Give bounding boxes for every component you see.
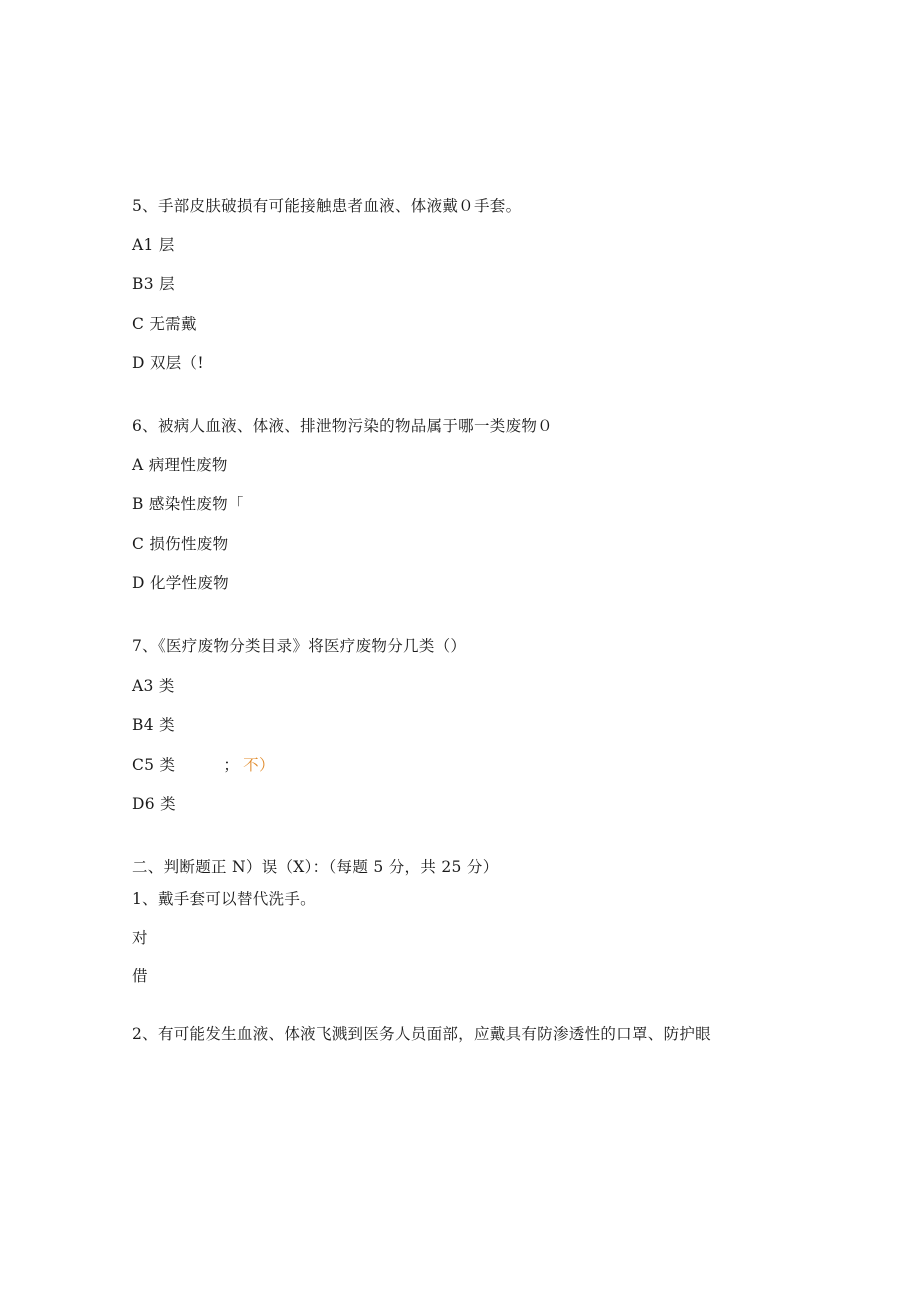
question-5-option-c: C 无需戴 — [132, 315, 197, 333]
question-7-option-c-row — [132, 755, 275, 775]
question-6-option-c: C 损伤性废物 — [132, 535, 229, 553]
answer-mark: 不） — [243, 756, 275, 774]
question-7-option-a: A3 类 — [132, 677, 175, 695]
question-7-option-b: B4 类 — [132, 716, 175, 734]
question-6-option-a: A 病理性废物 — [132, 456, 228, 474]
question-6-option-b: B 感染性废物「 — [132, 495, 244, 513]
question-6-option-d: D 化学性废物 — [132, 574, 229, 592]
judge-question-1-stem: 1、戴手套可以替代洗手。 — [132, 890, 316, 908]
question-7-option-d: D6 类 — [132, 795, 176, 813]
judge-question-2-stem: 2、有可能发生血液、体液飞溅到医务人员面部，应戴具有防渗透性的口罩、防护眼 — [132, 1025, 711, 1043]
section-2-heading: 二、判断题正 N）误（X）：（每题 5 分，共 25 分） — [132, 858, 499, 876]
question-7-option-c: C5 类 — [132, 756, 176, 774]
question-5-stem: 5、手部皮肤破损有可能接触患者血液、体液戴０手套。 — [132, 197, 522, 215]
judge-question-1-option-true: 对 — [132, 929, 148, 947]
question-5-option-b: B3 层 — [132, 275, 175, 293]
question-7-option-c-extra: ； — [223, 756, 240, 774]
question-5-option-d: D 双层（! — [132, 354, 204, 372]
question-6-stem: 6、被病人血液、体液、排泄物污染的物品属于哪一类废物０ — [132, 417, 553, 435]
judge-question-1-option-false: 借 — [132, 967, 148, 985]
question-5-option-a: A1 层 — [132, 236, 175, 254]
question-7-stem: 7、《医疗废物分类目录》将医疗废物分几类（） — [132, 637, 467, 655]
